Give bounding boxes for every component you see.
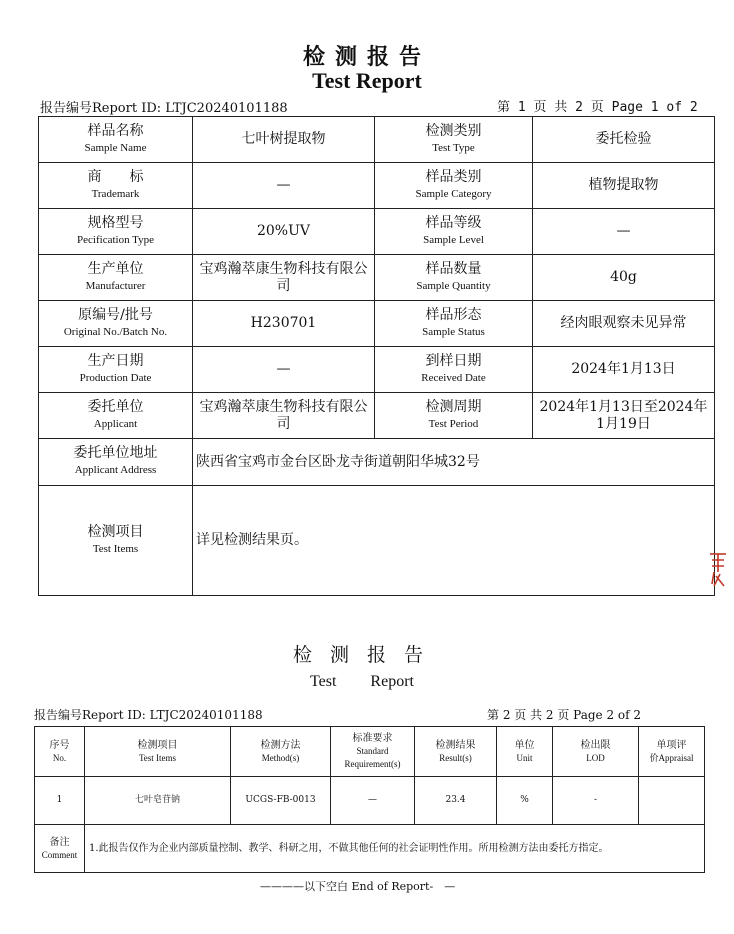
header-cn: 序号: [49, 739, 70, 751]
result-row: [35, 777, 705, 825]
field-value: H230701: [193, 301, 375, 347]
field-label-cn: 样品等级: [425, 214, 482, 231]
results-header-cell: [553, 727, 639, 777]
field-label: [39, 486, 193, 596]
items-label-en: Test Items: [92, 542, 139, 555]
header-en: Unit: [516, 752, 533, 763]
page1-page-number: 第 1 页 共 2 页 Page 1 of 2: [497, 100, 698, 115]
page2-report-id: 报告编号Report ID: LTJC20240101188: [34, 708, 263, 722]
field-label: [39, 439, 193, 486]
address-label-en: Applicant Address: [74, 464, 157, 476]
field-label-cn: 到样日期: [425, 352, 482, 369]
info-row: [39, 301, 715, 347]
result-item: 七叶皂苷钠: [85, 777, 231, 825]
field-label-cn: 样品形态: [425, 306, 482, 323]
header-en: Result(s): [439, 752, 472, 763]
items-label-cn: 检测项目: [87, 523, 144, 540]
field-value: 植物提取物: [533, 163, 715, 209]
red-seal-mark: [708, 550, 728, 590]
field-label-cn: 样品名称: [87, 122, 144, 139]
header-cn: 单项评: [656, 739, 687, 751]
header-cn: 检出限: [580, 739, 611, 751]
results-header-cell: [639, 727, 705, 777]
field-label-cn: 委托单位: [87, 398, 144, 415]
field-value: 经肉眼观察未见异常: [533, 301, 715, 347]
field-value: 宝鸡瀚萃康生物科技有限公司: [193, 255, 375, 301]
field-label-en: Trademark: [91, 187, 140, 200]
header-cn: 标准要求: [352, 733, 393, 744]
field-label: [39, 163, 193, 209]
field-label-en: Manufacturer: [85, 279, 146, 292]
field-label-cn: 检测类别: [425, 122, 482, 139]
comment-label: [35, 825, 85, 873]
field-value: 40g: [533, 255, 715, 301]
field-label-en: Production Date: [79, 371, 152, 384]
field-label: [375, 163, 533, 209]
info-row: [39, 347, 715, 393]
result-method: UCGS-FB-0013: [231, 777, 331, 825]
field-label-en: Test Type: [432, 141, 475, 154]
header-en: Test Items: [138, 752, 177, 763]
result-lod: -: [553, 777, 639, 825]
comment-text: 1.此报告仅作为企业内部质量控制、教学、科研之用，不做其他任何的社会证明性作用。所用检测方法由委托方指定。: [85, 825, 705, 873]
header-en: 价Appraisal: [649, 752, 694, 763]
field-label-en: Applicant: [93, 417, 138, 430]
results-header-cell: [497, 727, 553, 777]
header-en: Method(s): [261, 752, 300, 763]
field-label-en: Sample Status: [422, 325, 485, 338]
address-row: [39, 439, 715, 486]
page1-title-cn: 检测报告: [302, 44, 431, 70]
result-value: 23.4: [415, 777, 497, 825]
field-value: 20%UV: [193, 209, 375, 255]
page1-report-id: 报告编号Report ID: LTJC20240101188: [40, 101, 288, 116]
field-value: 2024年1月13日: [533, 347, 715, 393]
address-label-cn: 委托单位地址: [73, 445, 158, 461]
page2-title-en: Test Report: [310, 673, 414, 690]
result-no: 1: [35, 777, 85, 825]
field-label-en: Sample Category: [415, 187, 492, 200]
field-label-cn: 检测周期: [425, 398, 482, 415]
field-value: —: [193, 163, 375, 209]
test-items-row: [39, 486, 715, 596]
address-value: 陕西省宝鸡市金台区卧龙寺街道朝阳华城32号: [193, 439, 715, 486]
comment-label-cn: 备注: [49, 836, 70, 848]
field-value: —: [533, 209, 715, 255]
field-label: [39, 117, 193, 163]
comment-row: [35, 825, 705, 873]
field-value: 宝鸡瀚萃康生物科技有限公司: [193, 393, 375, 439]
field-label-en: Received Date: [421, 371, 486, 384]
field-label-cn: 商 标: [87, 168, 144, 185]
test-results-table: [34, 726, 705, 873]
items-value: 详见检测结果页。: [193, 486, 715, 596]
field-label: [39, 209, 193, 255]
results-header-cell: [35, 727, 85, 777]
page1-title-en: Test Report: [312, 68, 422, 93]
header-cn: 检测项目: [137, 739, 178, 751]
field-label-en: Sample Level: [423, 233, 484, 246]
field-value: —: [193, 347, 375, 393]
header-cn: 检测结果: [435, 739, 476, 751]
comment-label-en: Comment: [41, 849, 78, 860]
page2-title-cn: 检测报告: [292, 644, 441, 666]
result-unit: %: [497, 777, 553, 825]
results-header-row: [35, 727, 705, 777]
result-appraisal: [639, 777, 705, 825]
field-label: [39, 347, 193, 393]
info-row: [39, 255, 715, 301]
info-row: [39, 393, 715, 439]
field-label: [375, 347, 533, 393]
header-en: LOD: [586, 752, 605, 763]
results-header-cell: [231, 727, 331, 777]
header-cn: 检测方法: [260, 739, 301, 751]
field-label-cn: 规格型号: [87, 214, 144, 231]
field-label-en: Original No./Batch No.: [63, 325, 168, 338]
field-label-en: Pecification Type: [77, 233, 154, 246]
info-row: [39, 209, 715, 255]
field-label: [39, 301, 193, 347]
field-label: [375, 209, 533, 255]
page2-page-number: 第 2 页 共 2 页 Page 2 of 2: [487, 708, 642, 722]
field-label: [39, 393, 193, 439]
field-label-cn: 生产单位: [87, 260, 144, 277]
results-header-cell: [331, 727, 415, 777]
field-value: 2024年1月13日至2024年1月19日: [533, 393, 715, 439]
results-header-cell: [85, 727, 231, 777]
field-label-en: Sample Name: [84, 141, 147, 154]
field-label: [375, 393, 533, 439]
field-label-en: Test Period: [428, 417, 479, 430]
field-value: 委托检验: [533, 117, 715, 163]
result-standard: —: [331, 777, 415, 825]
field-label-cn: 样品数量: [425, 260, 482, 277]
header-cn: 单位: [514, 739, 535, 751]
field-label-cn: 生产日期: [87, 352, 144, 369]
info-row: [39, 163, 715, 209]
sample-info-table: [38, 116, 715, 596]
end-of-report: ————以下空白 End of Report- —: [260, 880, 456, 893]
field-label: [39, 255, 193, 301]
results-header-cell: [415, 727, 497, 777]
info-row: [39, 117, 715, 163]
field-label-cn: 原编号/批号: [78, 306, 153, 323]
field-label: [375, 301, 533, 347]
field-label: [375, 117, 533, 163]
field-label: [375, 255, 533, 301]
header-en: Standard Requirement(s): [344, 746, 401, 769]
field-label-cn: 样品类别: [425, 168, 482, 185]
header-en: No.: [52, 752, 67, 763]
field-value: 七叶树提取物: [193, 117, 375, 163]
field-label-en: Sample Quantity: [416, 279, 491, 292]
